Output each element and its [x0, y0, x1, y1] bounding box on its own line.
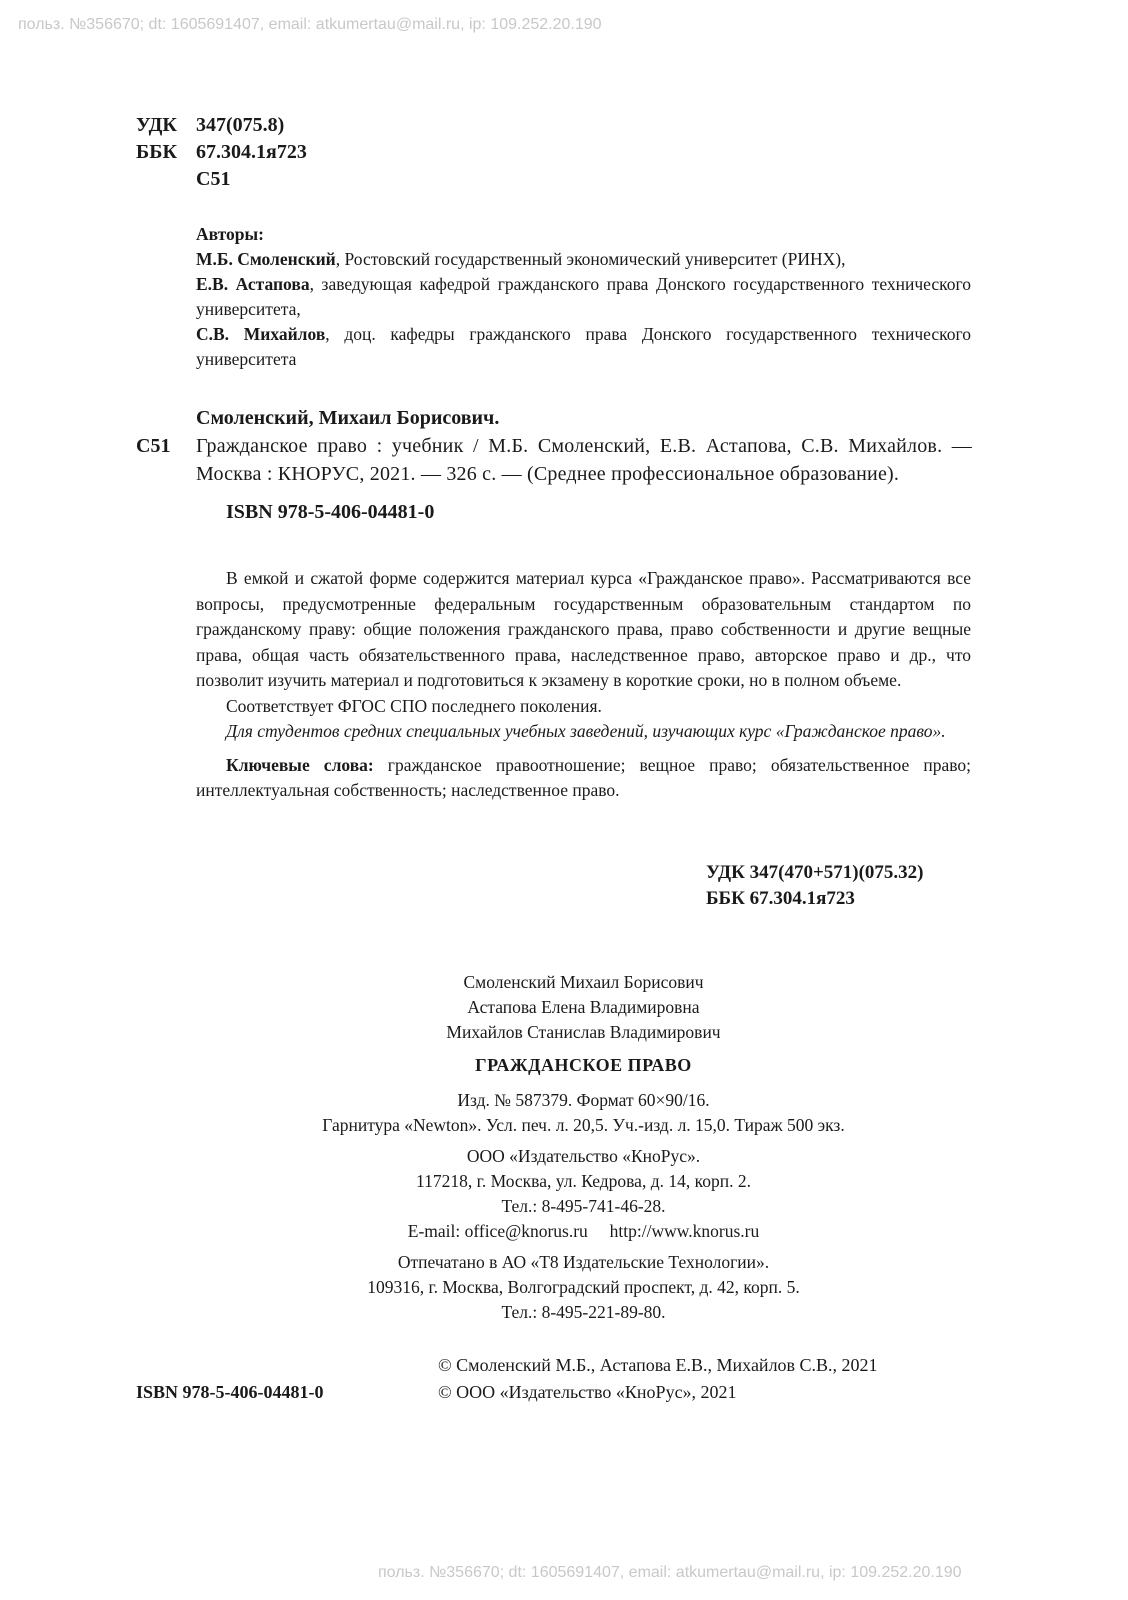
keywords-text: гражданское правоотношение; вещное право; обязательственное право; интеллектуальная собственность; наследственное право. — [196, 754, 971, 800]
printer-line: 109316, г. Москва, Волгоградский проспект, д. 42, корп. 5. — [367, 1277, 800, 1297]
publisher-line: Тел.: 8-495-741-46-28. — [501, 1196, 666, 1216]
bbk-value: 67.304.1я723 — [196, 141, 307, 163]
annotation — [196, 566, 971, 804]
udk-right: УДК 347(470+571)(075.32) — [706, 862, 924, 883]
bbk-row — [136, 139, 307, 166]
author-sign-row — [136, 166, 307, 193]
authors-section — [196, 222, 971, 372]
bibliographic-record — [136, 404, 972, 526]
publisher-line: ООО «Издательство «КноРус». — [466, 1146, 701, 1166]
copyright-authors: © Смоленский М.Б., Астапова Е.В., Михайлов С.В., 2021 — [438, 1355, 878, 1375]
publisher-contacts: E-mail: office@knorus.ru http://www.knorus.ru — [407, 1221, 760, 1241]
author-item — [196, 247, 971, 272]
udk-key: УДК — [136, 114, 177, 136]
bbk-key: ББК — [136, 141, 177, 163]
author-desc: , доц. кафедры гражданского права Донского государственного технического университета — [196, 324, 971, 369]
footer-row — [136, 1379, 972, 1406]
author-sign-key — [136, 166, 196, 193]
printer-line: Тел.: 8-495-221-89-80. — [501, 1302, 666, 1322]
edition-line: Гарнитура «Newton». Усл. печ. л. 20,5. Уч.-изд. л. 15,0. Тираж 500 экз. — [322, 1115, 845, 1135]
keywords-label: Ключевые слова: — [226, 754, 374, 775]
imprint-author: Михайлов Станислав Владимирович — [446, 1022, 721, 1042]
footer-isbn: ISBN 978-5-406-04481-0 — [136, 1382, 324, 1402]
author-desc: , Ростовский государственный экономический университет (РИНХ), — [335, 249, 846, 269]
authors-heading: Авторы: — [196, 224, 264, 244]
printer-line: Отпечатано в АО «Т8 Издательские Технологии». — [397, 1252, 770, 1272]
biblio-author-heading: Смоленский, Михаил Борисович. — [196, 407, 500, 429]
annotation-standard: Соответствует ФГОС СПО последнего поколения. — [226, 695, 602, 716]
annotation-paragraph: В емкой и сжатой форме содержится материал курса «Гражданское право». Рассматриваются все вопросы, предусмотренные федеральным государственным образовательным стандартом по гражданскому праву: общие положения гражданского права, право собственности и другие вещные права, общая часть обязательственного права, наследственное право, авторское право и др., что позволит изучить материал и подготовиться к экзамену в короткие сроки, но в полном объеме. — [196, 568, 971, 690]
author-desc: , заведующая кафедрой гражданского права Донского государственного технического университета, — [196, 274, 971, 319]
udk-value: 347(075.8) — [196, 114, 285, 136]
watermark-bottom: польз. №356670; dt: 1605691407, email: atkumertau@mail.ru, ip: 109.252.20.190 — [378, 1564, 962, 1581]
imprint-author: Астапова Елена Владимировна — [467, 997, 700, 1017]
keywords — [196, 753, 971, 804]
edition-line: Изд. № 587379. Формат 60×90/16. — [457, 1090, 710, 1110]
publisher-info — [196, 1144, 971, 1244]
udk-right-block — [706, 860, 924, 912]
author-sign-value: С51 — [196, 168, 231, 190]
author-name: М.Б. Смоленский — [196, 249, 336, 269]
author-item — [196, 322, 971, 372]
author-name: Е.В. Астапова — [196, 274, 310, 294]
printer-info — [196, 1250, 971, 1325]
annotation-audience: Для студентов средних специальных учебных заведений, изучающих курс «Гражданское право». — [226, 721, 946, 741]
biblio-isbn: ISBN 978-5-406-04481-0 — [226, 501, 435, 523]
copyright-footer — [136, 1352, 972, 1406]
imprint — [196, 970, 971, 1331]
watermark-top: польз. №356670; dt: 1605691407, email: atkumertau@mail.ru, ip: 109.252.20.190 — [18, 16, 602, 33]
biblio-entry — [136, 432, 972, 488]
publisher-line: 117218, г. Москва, ул. Кедрова, д. 14, корп. 2. — [416, 1171, 751, 1191]
bbk-right: ББК 67.304.1я723 — [706, 888, 855, 909]
footer-row — [136, 1352, 972, 1379]
edition-info — [196, 1088, 971, 1138]
imprint-author: Смоленский Михаил Борисович — [463, 972, 704, 992]
copyright-publisher: © ООО «Издательство «КноРус», 2021 — [438, 1382, 737, 1402]
classification-block — [136, 112, 307, 193]
author-item — [196, 272, 971, 322]
biblio-code: С51 — [136, 435, 171, 457]
biblio-description: Гражданское право : учебник / М.Б. Смоленский, Е.В. Астапова, С.В. Михайлов. — Москва : КНОРУС, 2021. — 326 с. — (Среднее профессиональное образование). — [196, 435, 972, 485]
udk-row — [136, 112, 307, 139]
author-name: С.В. Михайлов — [196, 324, 326, 344]
book-title: ГРАЖДАНСКОЕ ПРАВО — [475, 1055, 692, 1075]
